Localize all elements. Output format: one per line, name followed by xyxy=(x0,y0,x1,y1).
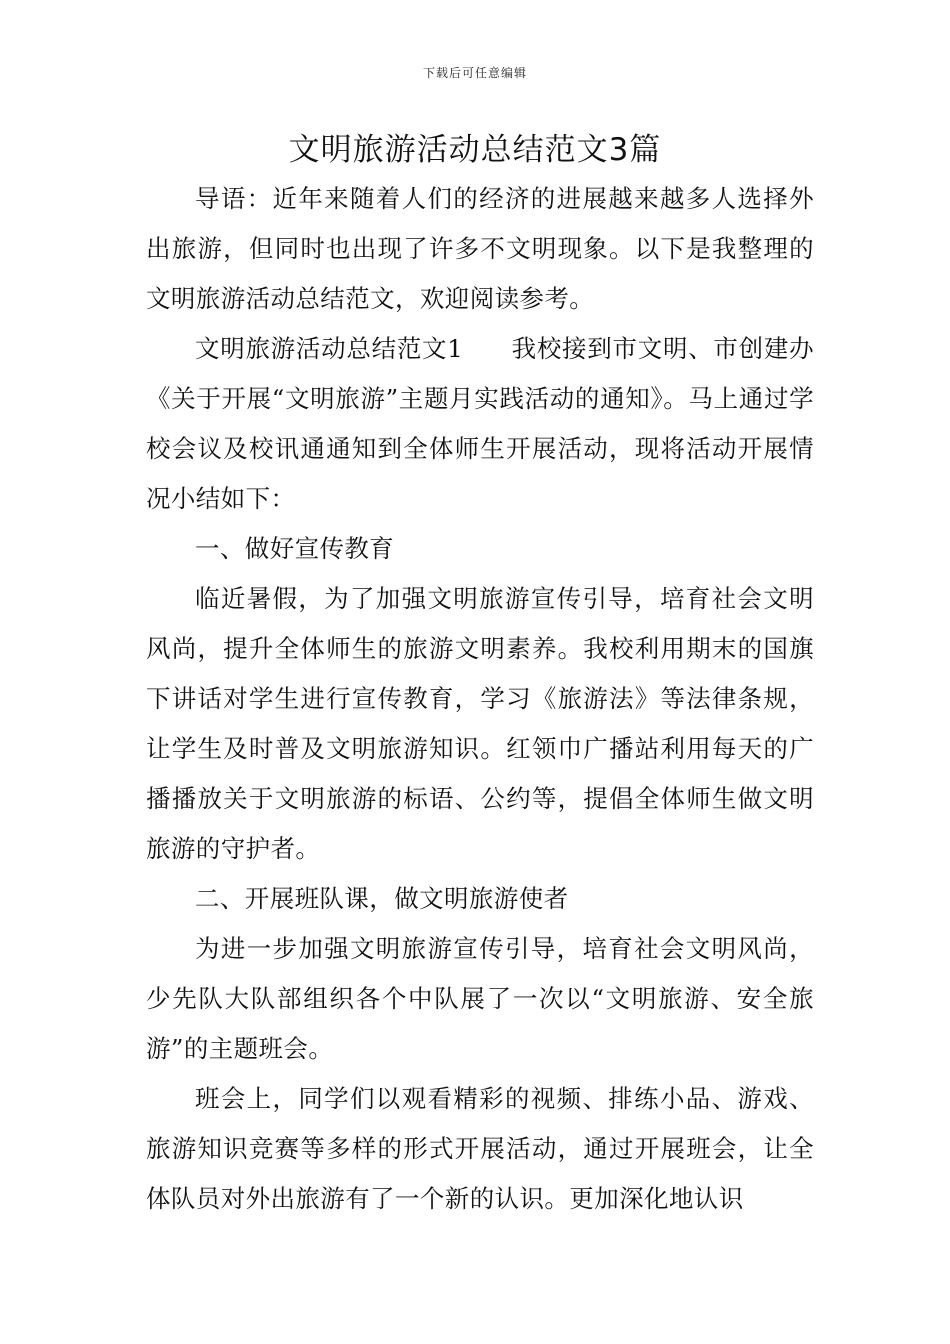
essay-1-label: 文明旅游活动总结范文1 xyxy=(195,334,464,363)
document-title: 文明旅游活动总结范文3篇 xyxy=(288,132,662,168)
essay-1-opening-paragraph xyxy=(146,324,814,524)
section-2-paragraph-a: 为进一步加强文明旅游宣传引导，培育社会文明风尚，少先队大队部组织各个中队展了一次以“文明旅游、安全旅游”的主题班会。 xyxy=(146,934,814,1063)
section-2-paragraph-b: 班会上，同学们以观看精彩的视频、排练小品、游戏、旅游知识竞赛等多样的形式开展活动，通过开展班会，让全体队员对外出旅游有了一个新的认识。更加深化地认识 xyxy=(146,1084,814,1213)
section-1-paragraph: 临近暑假，为了加强文明旅游宣传引导，培育社会文明风尚，提升全体师生的旅游文明素养。我校利用期末的国旗下讲话对学生进行宣传教育，学习《旅游法》等法律条规，让学生及时普及文明旅游知识。红领巾广播站利用每天的广播播放关于文明旅游的标语、公约等，提倡全体师生做文明旅游的守护者。 xyxy=(146,584,814,863)
section-heading-1: 一、做好宣传教育 xyxy=(195,534,395,563)
document-body xyxy=(146,174,814,1224)
essay-1-first-text: 我校接到市文明、市创建办《关于开展“文明旅游”主题月实践活动的通知》。马上通过学校会议及校讯通通知到全体师生开展活动，现将活动开展情况小结如下： xyxy=(146,334,814,513)
header-note: 下载后可任意编辑 xyxy=(422,66,527,80)
intro-paragraph: 导语：近年来随着人们的经济的进展越来越多人选择外出旅游，但同时也出现了许多不文明现象。以下是我整理的文明旅游活动总结范文，欢迎阅读参考。 xyxy=(146,184,814,313)
section-heading-2: 二、开展班队课，做文明旅游使者 xyxy=(195,884,569,913)
